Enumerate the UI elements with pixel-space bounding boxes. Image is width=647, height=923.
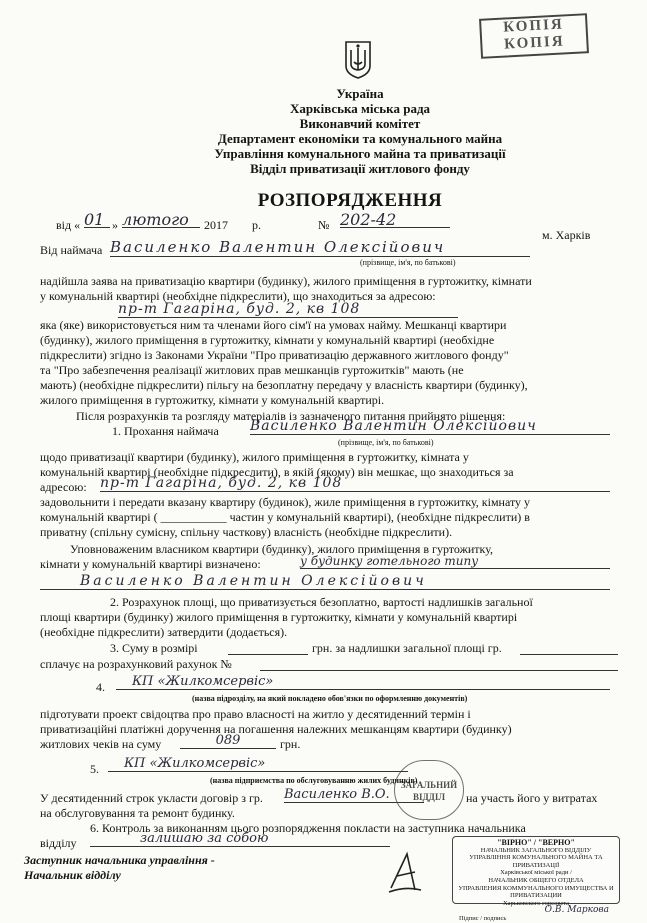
item4-text: підготувати проект свідоцтва про право власності на житло у десятиденний термін і приватизаційні платіжні доручення на погашення належних мешканцям квартири (будинку)	[40, 707, 512, 736]
applicant-name: Василенко Валентин Олексійович	[110, 238, 530, 257]
date-line: від « 01 » лютого 2017 р. № 202-42 м. Харків	[56, 210, 591, 242]
header-council: Харківська міська рада	[289, 101, 431, 116]
item4-sum: житлових чеків на суму 089 грн.	[40, 733, 301, 751]
item6: 6. Контроль за виконанням цього розпорядження покласти на заступника начальника	[90, 821, 526, 835]
owner-name: Василенко Валентин Олексійович	[40, 573, 610, 590]
owner-hand: у будинку готельного типу	[300, 554, 610, 569]
item6-dept: відділу	[40, 836, 77, 850]
city: м. Харків	[542, 228, 591, 242]
header-division: Відділ приватизації житлового фонду	[250, 161, 470, 176]
owner-line2: кімнати у комунальній квартирі визначено:	[40, 557, 261, 571]
decision-intro: Після розрахунків та розгляду матеріалів із зазначеного питання прийнято рішення:	[76, 409, 506, 423]
header-dept: Департамент економіки та комунального майна	[217, 131, 503, 146]
item4-num: 4.	[96, 680, 105, 694]
para1: надійшла заява на приватизацію квартири (будинку), жилого приміщення в гуртожитку, кімнати у комунальній квартирі (необхідне підкреслити), що знаходиться за адресою:	[40, 274, 532, 303]
header-committee: Виконавчий комітет	[299, 116, 421, 131]
header	[140, 86, 580, 176]
date-year: 2017	[204, 218, 228, 232]
verno-stamp: "ВІРНО" / "ВЕРНО" НАЧАЛЬНИК ЗАГАЛЬНОГО ВІДДІЛУ УПРАВЛІННЯ КОМУНАЛЬНОГО МАЙНА ТА ПРИВАТИЗАЦІЇ Харківської міської ради / НАЧАЛЬНИК ОБЩЕГО ОТДЕЛА УПРАВЛЕНИЯ КОММУНАЛЬНОГО ИМУЩЕСТВА И ПРИВАТИЗАЦИИ Харьковского горсовета О.В. Маркова Підпис / подпись	[452, 836, 620, 904]
item4-caption: (назва підрозділу, на який покладено обов'язки по оформленню документів)	[192, 694, 468, 703]
item2: 2. Розрахунок площі, що приватизується безоплатно, вартості надлишків загальної площі квартири (будинку) жилого приміщення в гуртожитку, кімнати у комунальній квартирі (необхідне підкреслити) затвердити (додається).	[40, 595, 533, 639]
address2-value: пр-т Гагаріна, буд. 2, кв 108	[100, 475, 610, 492]
item3: 3. Суму в розмірі грн. за надлишки загальної площі гр. сплачує на розрахунковий рахунок №	[40, 641, 618, 675]
para3: щодо приватизації квартири (будинку), жилого приміщення в гуртожитку, кімната у комунальній квартирі (необхідне підкреслити), в якій (якому) він мешкає, що знаходиться за	[40, 450, 514, 479]
header-country: Україна	[336, 86, 384, 101]
item1-name: Василенко Валентин Олексійович	[250, 418, 610, 435]
coat-of-arms-icon	[343, 40, 373, 80]
address-value: пр-т Гагаріна, буд. 2, кв 108	[118, 301, 458, 318]
item5-hand: КП «Жилкомсервіс»	[108, 756, 408, 772]
item5-caption: (назва підприємства по обслуговуванню жилих будинків)	[210, 776, 418, 785]
copy-stamp: КОПІЯ КОПІЯ	[479, 13, 589, 59]
para4: задовольнити і передати вказану квартиру (будинок), жиле приміщення в гуртожитку, кімнату у комунальній квартирі ( ___________ частин у комунальній квартирі), (необхідне підкреслити) в приватну (спільну сумісну, спільну часткову) власність (необхідне підкреслити).	[40, 495, 531, 539]
applicant-label: Від наймача	[40, 243, 103, 257]
header-office: Управління комунального майна та приватизації	[214, 146, 506, 161]
item1-caption: (прізвище, ім'я, по батькові)	[338, 438, 434, 447]
item6-hand: залишаю за собою	[90, 831, 390, 847]
item1-prefix: 1. Прохання наймача	[112, 424, 219, 438]
item5-line2: на обслуговування та ремонт будинку.	[40, 806, 235, 820]
date-day: 01	[84, 212, 110, 228]
para2: яка (яке) використовується ним та членами його сім'ї на умовах найму. Мешканці квартири (будинку), жилого приміщення в гуртожитку, кімнати у комунальній квартирі (необхідне підкреслити) згідно із Законами України "Про приватизацію державного житлового фонду" та "Про забезпечення реалізації житлових прав мешканців гуртожитків" мають (не мають) (необхідне підкреслити) пільгу на безоплатну передачу у власність квартири (будинку), жилого приміщення в гуртожитку, кімнати у комунальній квартирі.	[40, 318, 528, 407]
applicant-caption: (прізвище, ім'я, по батькові)	[360, 258, 456, 267]
general-dept-stamp: ЗАГАЛЬНИЙ ВІДДІЛ	[394, 760, 464, 820]
item5-num: 5.	[90, 762, 99, 776]
signature-icon	[385, 850, 425, 895]
owner-line1: Уповноваженим власником квартири (будинку), жилого приміщення в гуртожитку,	[70, 542, 494, 556]
doc-title: РОЗПОРЯДЖЕННЯ	[257, 190, 443, 211]
item4-hand: КП «Жилкомсервіс»	[116, 674, 610, 690]
signer: Заступник начальника управління - Начальник відділу	[24, 853, 215, 882]
item5-line1: У десятиденний строк укласти договір з гр. Василенко В.О. на участь його у витратах	[40, 787, 598, 805]
date-month: лютого	[122, 212, 200, 228]
doc-number: 202-42	[340, 212, 450, 228]
address2-label: адресою:	[40, 480, 87, 494]
